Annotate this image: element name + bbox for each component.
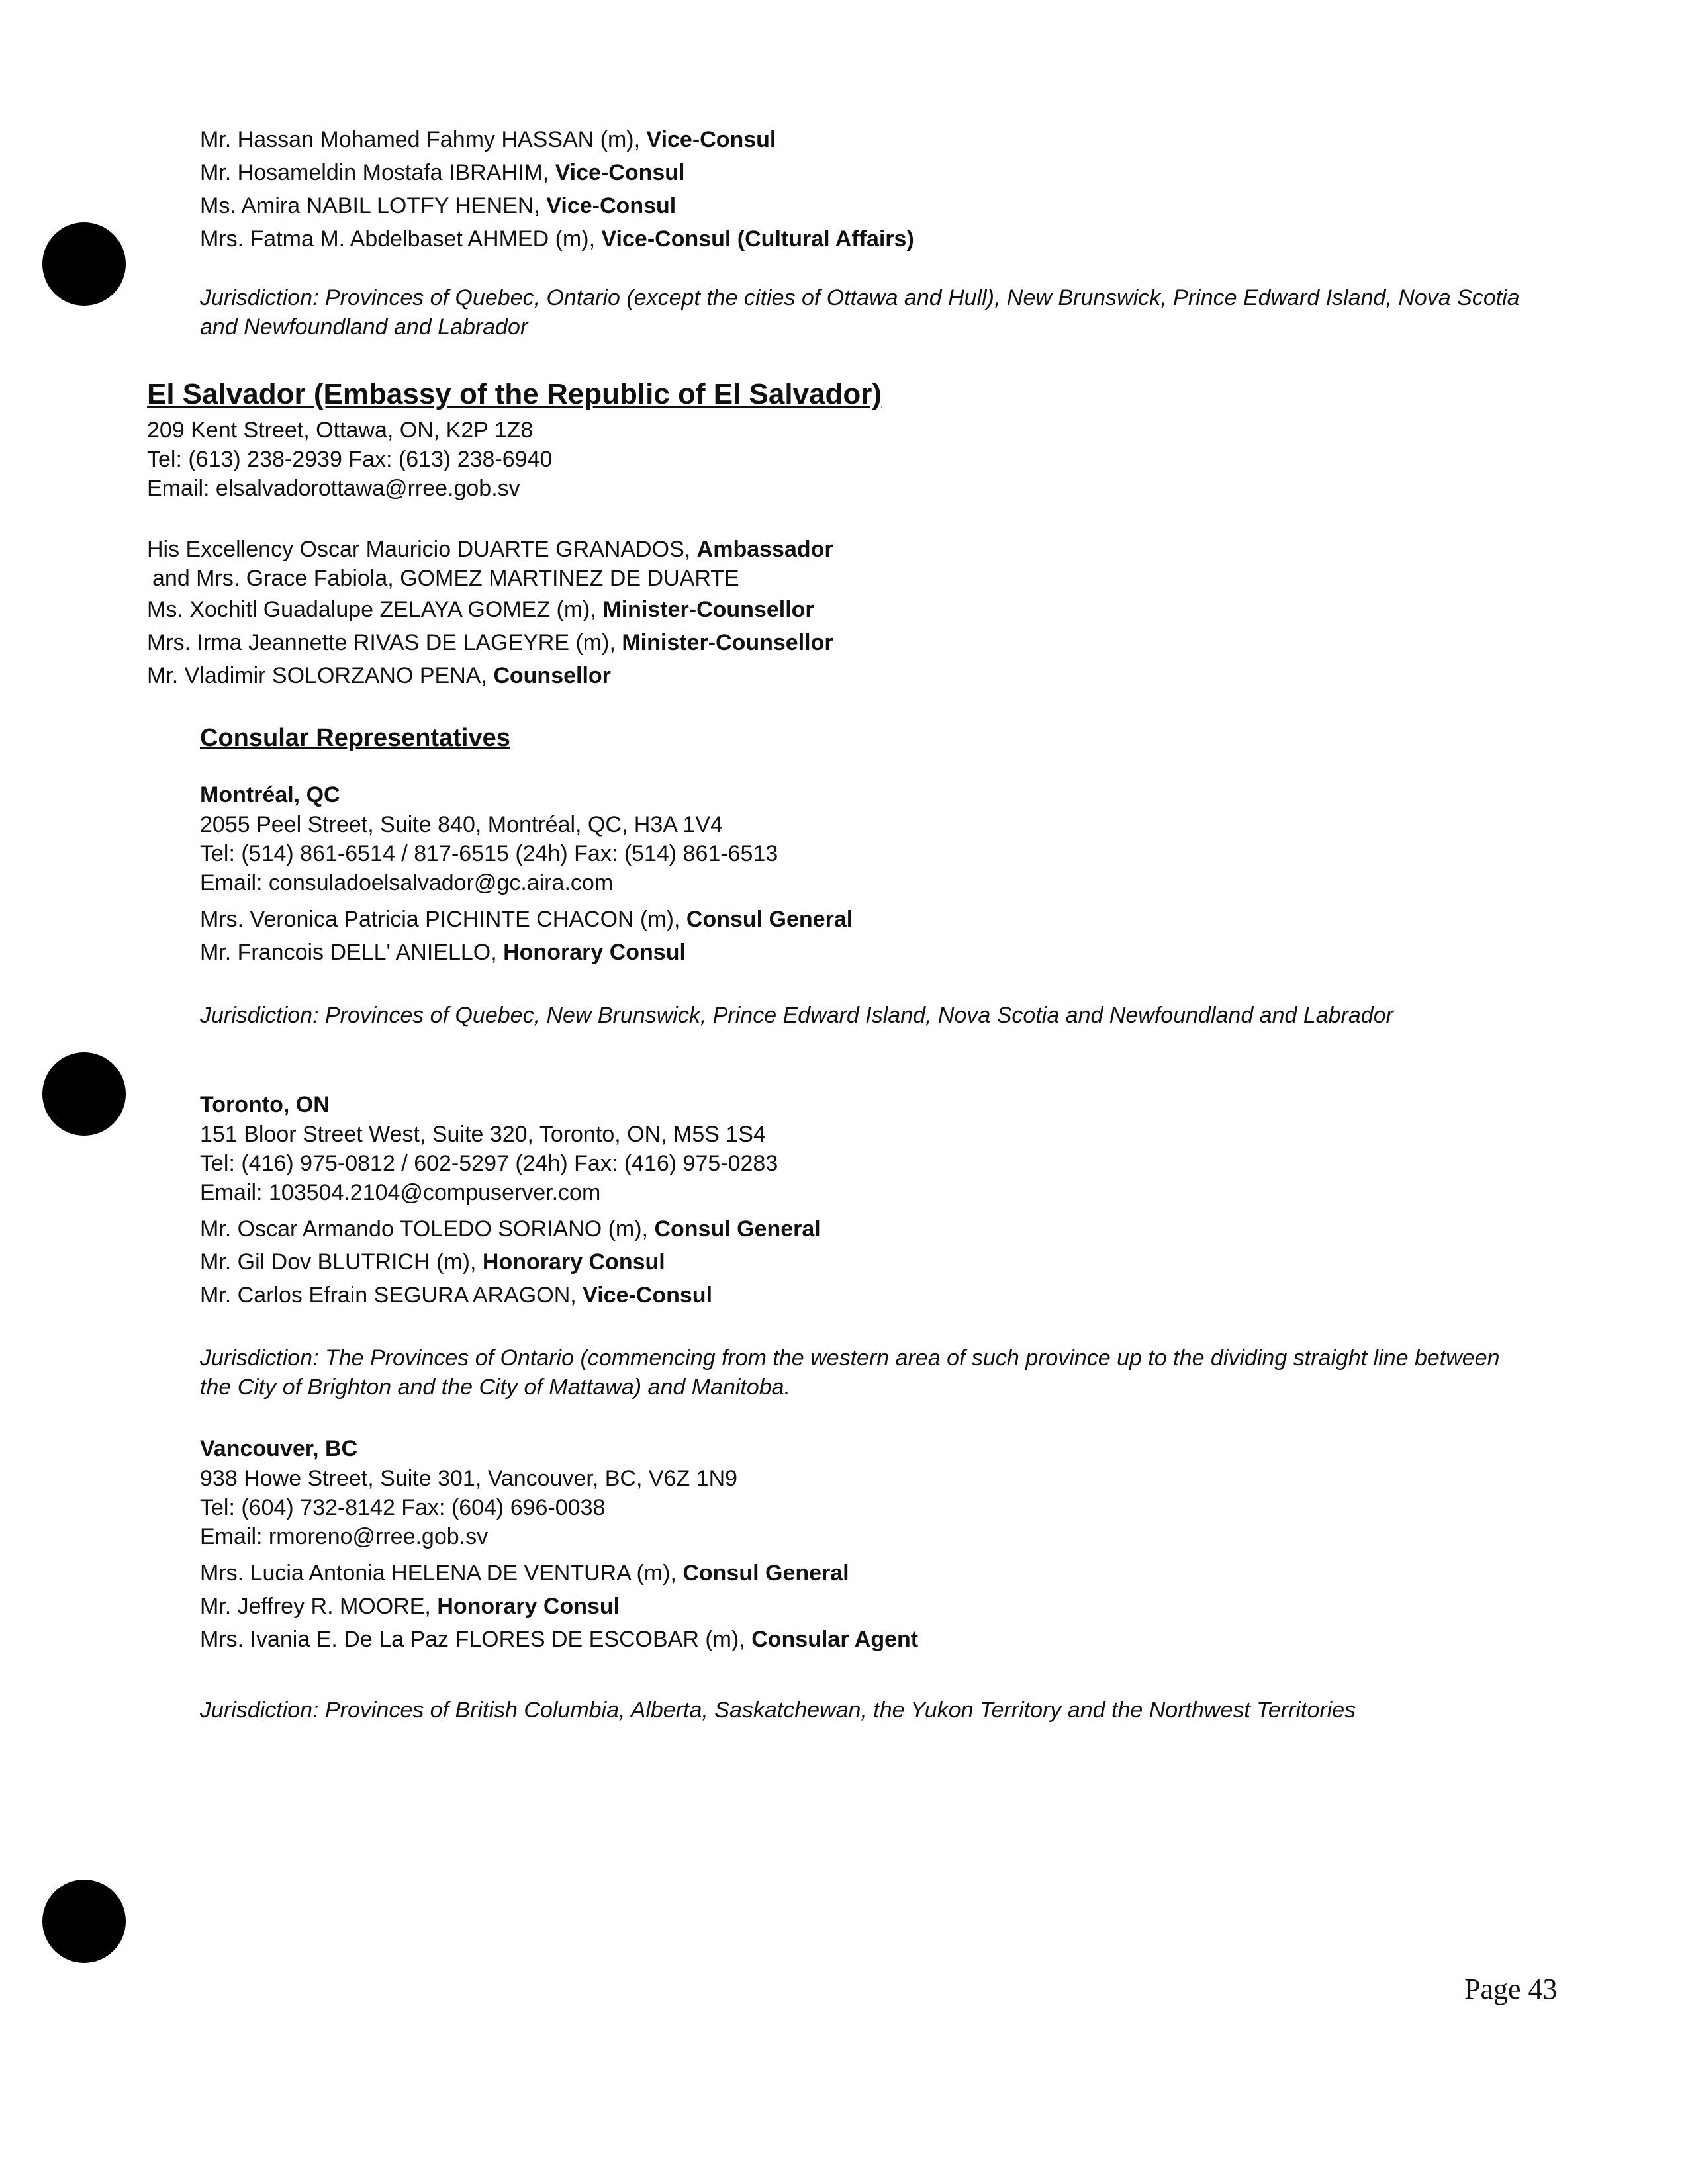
consulate-city: Vancouver, BC — [200, 1436, 358, 1461]
official-line — [200, 903, 853, 936]
official-line — [147, 593, 833, 626]
consulate-email: Email: 103504.2104@compuserver.com — [200, 1180, 601, 1205]
official-name: Mr. Jeffrey R. MOORE, — [200, 1594, 438, 1619]
official-name: Mrs. Veronica Patricia PICHINTE CHACON (m), — [200, 907, 686, 932]
consulate-toronto — [200, 1089, 821, 1312]
binder-hole-bottom — [42, 1880, 126, 1963]
embassy-phone: Tel: (613) 238-2939 Fax: (613) 238-6940 — [147, 447, 553, 472]
official-title: Honorary Consul — [503, 940, 686, 965]
official-line — [200, 123, 914, 156]
official-title: Minister-Counsellor — [602, 597, 814, 622]
official-title: Consul General — [682, 1561, 849, 1586]
consulate-city: Montréal, QC — [200, 782, 340, 807]
official-title: Honorary Consul — [482, 1250, 665, 1275]
official-name: Ms. Amira NABIL LOTFY HENEN, — [200, 193, 547, 218]
official-line — [200, 1590, 918, 1623]
binder-hole-top — [42, 222, 126, 306]
official-name: Mr. Carlos Efrain SEGURA ARAGON, — [200, 1283, 583, 1308]
official-title: Counsellor — [493, 663, 611, 688]
official-line — [200, 222, 914, 255]
consulate-montreal — [200, 780, 853, 969]
official-title: Consul General — [654, 1216, 821, 1242]
embassy-contact — [147, 416, 552, 503]
official-name: Ms. Xochitl Guadalupe ZELAYA GOMEZ (m), — [147, 597, 603, 622]
official-line — [200, 936, 853, 969]
official-name: Mr. Hosameldin Mostafa IBRAHIM, — [200, 160, 555, 185]
official-name: Mr. Vladimir SOLORZANO PENA, — [147, 663, 494, 688]
embassy-email: Email: elsalvadorottawa@rree.gob.sv — [147, 476, 520, 501]
consulate-phone: Tel: (604) 732-8142 Fax: (604) 696-0038 — [200, 1495, 606, 1520]
official-name: Mr. Oscar Armando TOLEDO SORIANO (m), — [200, 1216, 655, 1242]
official-title: Vice-Consul — [646, 127, 776, 152]
binder-hole-middle — [42, 1052, 126, 1136]
vancouver-jurisdiction: Jurisdiction: Provinces of British Columbia, Alberta, Saskatchewan, the Yukon Territory and the Northwest Territories — [200, 1698, 1356, 1723]
embassy-address: 209 Kent Street, Ottawa, ON, K2P 1Z8 — [147, 418, 534, 443]
official-title: Vice-Consul — [583, 1283, 713, 1308]
official-name: Mr. Hassan Mohamed Fahmy HASSAN (m), — [200, 127, 647, 152]
consulate-city: Toronto, ON — [200, 1092, 330, 1117]
official-title: Consul General — [686, 907, 853, 932]
embassy-officials-list — [147, 535, 833, 692]
egypt-jurisdiction: Jurisdiction: Provinces of Quebec, Ontario (except the cities of Ottawa and Hull), New Brunswick, Prince Edward Island, Nova Scotia and Newfoundland and Labrador — [200, 285, 1520, 340]
official-line — [147, 626, 833, 659]
country-heading: El Salvador (Embassy of the Republic of El Salvador) — [147, 378, 882, 410]
egypt-officials-list — [200, 123, 914, 255]
ambassador-spouse: and Mrs. Grace Fabiola, GOMEZ MARTINEZ DE DUARTE — [152, 566, 739, 591]
official-line — [200, 1246, 821, 1279]
consular-heading: Consular Representatives — [200, 724, 510, 752]
consulate-vancouver — [200, 1433, 918, 1656]
official-title: Vice-Consul — [555, 160, 685, 185]
consulate-address: 151 Bloor Street West, Suite 320, Toronto, ON, M5S 1S4 — [200, 1122, 766, 1147]
official-line — [200, 1279, 821, 1312]
official-title: Vice-Consul (Cultural Affairs) — [601, 226, 914, 251]
official-title: Minister-Counsellor — [622, 630, 833, 655]
consulate-address: 2055 Peel Street, Suite 840, Montréal, QC, H3A 1V4 — [200, 812, 724, 837]
official-line — [200, 1557, 918, 1590]
consulate-email: Email: rmoreno@rree.gob.sv — [200, 1524, 489, 1549]
official-name: Mrs. Lucia Antonia HELENA DE VENTURA (m), — [200, 1561, 683, 1586]
official-line — [200, 1623, 918, 1656]
consulate-address: 938 Howe Street, Suite 301, Vancouver, BC, V6Z 1N9 — [200, 1466, 738, 1491]
toronto-jurisdiction: Jurisdiction: The Provinces of Ontario (commencing from the western area of such province up to the dividing straight line between the City of Brighton and the City of Mattawa) and Manitoba. — [200, 1345, 1500, 1400]
official-name: Mrs. Ivania E. De La Paz FLORES DE ESCOBAR (m), — [200, 1627, 752, 1652]
official-name: Mrs. Fatma M. Abdelbaset AHMED (m), — [200, 226, 602, 251]
official-title: Ambassador — [696, 537, 833, 562]
official-line — [200, 189, 914, 222]
page-number: Page 43 — [1464, 1973, 1558, 2005]
official-title: Consular Agent — [751, 1627, 919, 1652]
official-name: His Excellency Oscar Mauricio DUARTE GRANADOS, — [147, 537, 697, 562]
ambassador-line — [147, 535, 833, 564]
official-line — [200, 1212, 821, 1246]
official-title: Vice-Consul — [546, 193, 677, 218]
official-name: Mr. Francois DELL' ANIELLO, — [200, 940, 504, 965]
consulate-email: Email: consuladoelsalvador@gc.aira.com — [200, 870, 614, 895]
official-name: Mrs. Irma Jeannette RIVAS DE LAGEYRE (m), — [147, 630, 622, 655]
official-title: Honorary Consul — [437, 1594, 620, 1619]
consulate-phone: Tel: (514) 861-6514 / 817-6515 (24h) Fax: (514) 861-6513 — [200, 841, 778, 866]
consulate-phone: Tel: (416) 975-0812 / 602-5297 (24h) Fax: (416) 975-0283 — [200, 1151, 778, 1176]
official-line — [147, 659, 833, 692]
official-line — [200, 156, 914, 189]
montreal-jurisdiction: Jurisdiction: Provinces of Quebec, New Brunswick, Prince Edward Island, Nova Scotia and Newfoundland and Labrador — [200, 1003, 1393, 1028]
official-name: Mr. Gil Dov BLUTRICH (m), — [200, 1250, 483, 1275]
